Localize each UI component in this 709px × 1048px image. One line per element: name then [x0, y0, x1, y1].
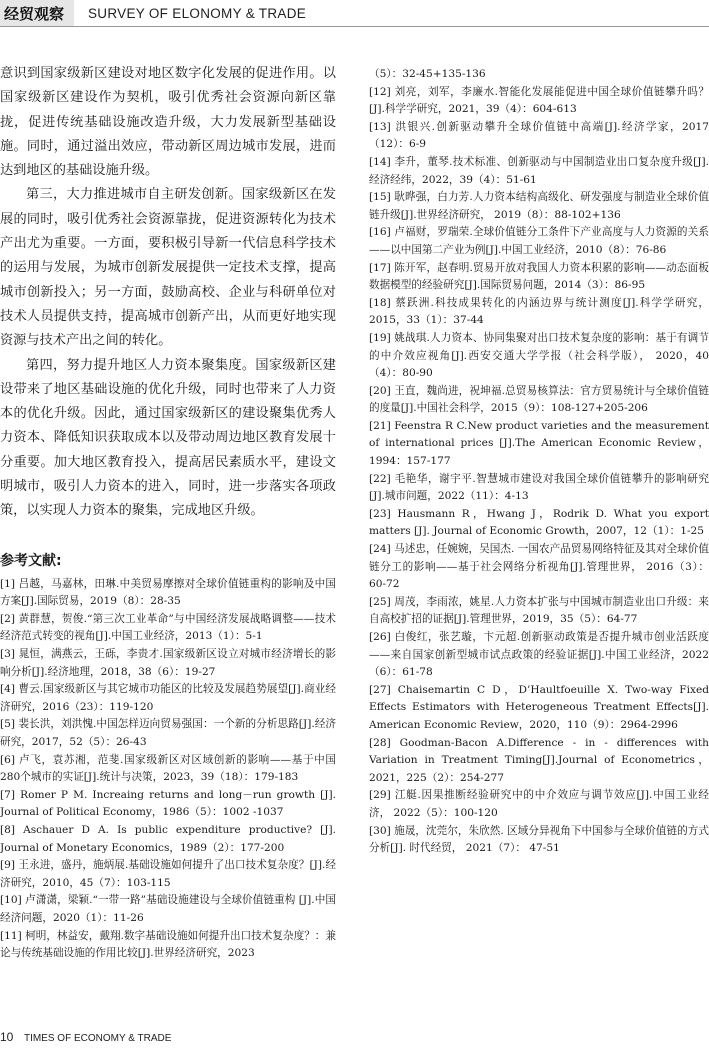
reference-item: [12] 刘亮，刘军，李廉水.智能化发展能促进中国全球价值链攀升吗？ [J].科学学研究，2021，39（4）：604-613	[369, 85, 709, 116]
reference-item: [9] 王永进，盛丹，施炳展.基础设施如何提升了出口技术复杂度？[J].经济研究，2010，45（7）：103-115	[0, 859, 336, 889]
body-paragraph: 第三，大力推进城市自主研发创新。国家级新区在发展的同时，吸引优秀社会资源靠拢，促进资源转化为技术产出尤为重要。一方面，要积极引导新一代信息科学技术的运用与发展，为城市创新发展提供一定技术支撑，提高城市创新投入；另一方面，鼓励高校、企业与科研单位对技术人员提供支持，提高城市创新产出，从而更好地实现资源与技术产出之间的转化。	[0, 187, 336, 349]
reference-item: [19] 姚战琪.人力资本、协同集聚对出口技术复杂度的影响：基于有调节的中介效应视角[J].西安交通大学学报（社会科学版）， 2020，40（4）：80-90	[369, 331, 709, 380]
reference-item: [23] Hausmann R，Hwang J，Rodrik D. What you export matters [J]. Journal of Economic Growth，2007，12（1）：1-25	[369, 507, 709, 538]
references-list-left	[0, 576, 336, 963]
journal-title-cn: 经贸观察	[0, 0, 74, 26]
journal-title-en: SURVEY OF ELONOMY & TRADE	[88, 5, 307, 21]
reference-item: [3] 晁恒，满燕云，王砾，李贵才.国家级新区设立对城市经济增长的影响分析[J].经济地理，2018，38（6）：19-27	[0, 648, 336, 678]
reference-item: [7] Romer P M. Increaing returns and long－run growth [J]. Journal of Political Economy，1986（5）：1002 -1037	[0, 788, 336, 819]
reference-item: （5）：32-45+135-136	[369, 68, 486, 80]
reference-item: [2] 黄群慧，贺俊.“第三次工业革命”与中国经济发展战略调整——技术经济范式转变的视角[J].中国工业经济，2013（1）：5-1	[0, 612, 336, 643]
footer-journal-name: TIMES OF ECONOMY & TRADE	[23, 1033, 172, 1044]
reference-item: [21] Feenstra R C.New product varieties and the measurement of international prices [J].The American Economic Review，1994：157-177	[369, 419, 709, 468]
reference-item: [22] 毛艳华，谢宇平.智慧城市建设对我国全球价值链攀升的影响研究[J].城市问题，2022（11）：4-13	[369, 472, 709, 503]
reference-item: [13] 洪银兴.创新驱动攀升全球价值链中高端[J].经济学家，2017（12）：6-9	[369, 120, 709, 151]
body-paragraph: 意识到国家级新区建设对地区数字化发展的促进作用。以国家级新区建设作为契机，吸引优秀社会资源向新区靠拢，促进传统基础设施改造升级，大力发展新型基础设施。同时，通过溢出效应，带动新区周边城市发展，进而达到地区的基础设施升级。	[0, 66, 336, 179]
reference-item: [10] 卢潇潇，梁颖.“一带一路”基础设施建设与全球价值链重构 [J].中国经济问题，2020（1）：11-26	[0, 894, 336, 924]
reference-item: [30] 施晟，沈莞尔，朱欣然. 区域分异视角下中国参与全球价值链的方式分析[J]. 时代经贸， 2021（7）： 47-51	[369, 824, 709, 855]
reference-item: [14] 李升，董琴.技术标准、创新驱动与中国制造业出口复杂度升级[J].经济经纬，2022，39（4）：51-61	[369, 155, 709, 186]
references-title: 参考文献:	[0, 552, 62, 569]
reference-item: [5] 裴长洪，刘洪愧.中国怎样迈向贸易强国：一个新的分析思路[J].经济研究，2017，52（5）：26-43	[0, 718, 336, 748]
reference-item: [6] 卢飞，袁苏湘，范斐.国家级新区对区域创新的影响——基于中国280个城市的实证[J].统计与决策，2023，39（18）：179-183	[0, 753, 336, 784]
left-column	[0, 62, 336, 963]
header-divider	[0, 26, 709, 27]
right-column	[369, 66, 709, 858]
body-paragraph: 第四，努力提升地区人力资本聚集度。国家级新区建设带来了地区基础设施的优化升级，同时也带来了人力资本的优化升级。因此，通过国家级新区的建设聚集优秀人力资本、降低知识获取成本以及带动周边地区教育发展十分重要。加大地区教育投入，提高居民素质水平，建设文明城市，吸引人力资本的进入，同时，进一步落实各项政策，以实现人力资本的聚集，完成地区升级。	[0, 357, 336, 519]
reference-item: [8] Aschauer D A. Is public expenditure productive? [J]. Journal of Monetary Economics，1989（2）：177-200	[0, 823, 336, 854]
page-header	[0, 0, 709, 26]
reference-item: [15] 耿晔强，白力芳.人力资本结构高级化、研发强度与制造业全球价值链升级[J].世界经济研究， 2019（8）：88-102+136	[369, 191, 709, 221]
reference-item: [24] 马述忠，任婉婉，吴国杰. 一国农产品贸易网络特征及其对全球价值链分工的影响——基于社会网络分析视角[J].管理世界， 2016（3）：60-72	[369, 543, 709, 591]
reference-item: [27] Chaisemartin C D，D’Haultfoeuille X. Two-way Fixed Effects Estimators with Heterogeneous Treatment Effects[J]. American Economic Review，2020，110（9）：2964-2996	[369, 683, 709, 731]
page-number: 10	[0, 1030, 14, 1044]
reference-item: [29] 江艇.因果推断经验研究中的中介效应与调节效应[J].中国工业经济， 2022（5）：100-120	[369, 789, 709, 819]
reference-item: [1] 吕越，马嘉林，田琳.中美贸易摩擦对全球价值链重构的影响及中国方案[J].国际贸易，2019（8）：28-35	[0, 577, 336, 608]
reference-item: [4] 曹云.国家级新区与其它城市功能区的比较及发展趋势展望[J].商业经济研究，2016（23）：119-120	[0, 683, 336, 713]
body-text	[0, 62, 336, 524]
reference-item: [26] 白俊红，张艺璇，卞元超.创新驱动政策是否提升城市创业活跃度——来自国家创新型城市试点政策的经验证据[J].中国工业经济，2022（6）：61-78	[369, 631, 709, 679]
reference-item: [28] Goodman-Bacon A.Difference - in - differences with Variation in Treatment Timing[J].Journal of Econometrics，2021，225（2）：254-277	[369, 736, 709, 784]
reference-item: [11] 柯明，林益安，戴翔.数字基础设施如何提升出口技术复杂度？：兼论与传统基础设施的作用比较[J].世界经济研究，2023	[0, 929, 336, 960]
reference-item: [16] 卢福财，罗瑞荣.全球价值链分工条件下产业高度与人力资源的关系——以中国第二产业为例[J].中国工业经济，2010（8）：76-86	[369, 226, 709, 256]
reference-item: [20] 王直，魏尚进，祝坤福.总贸易核算法：官方贸易统计与全球价值链的度量[J].中国社会科学，2015（9）：108-127+205-206	[369, 384, 709, 415]
reference-item: [18] 蔡跃洲.科技成果转化的内涵边界与统计测度[J].科学学研究， 2015，33（1）：37-44	[369, 296, 709, 327]
reference-item: [17] 陈开军，赵春明.贸易开放对我国人力资本积累的影响——动态面板数据模型的经验研究[J].国际贸易问题，2014（3）：86-95	[369, 261, 709, 292]
page-footer	[0, 1030, 171, 1044]
reference-item: [25] 周茂，李雨浓，姚星.人力资本扩张与中国城市制造业出口升级：来自高校扩招的证据[J].管理世界，2019，35（5）：64-77	[369, 595, 709, 626]
